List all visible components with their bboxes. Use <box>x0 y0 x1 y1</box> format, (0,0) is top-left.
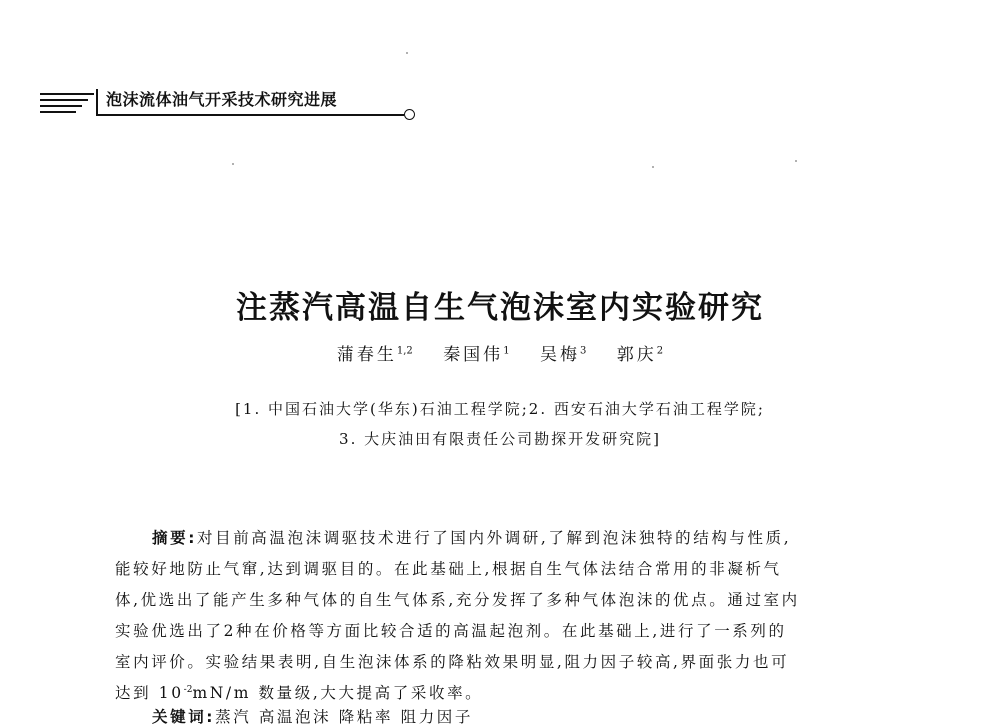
author: 吴梅$^3$ <box>539 345 587 365</box>
header-underline <box>96 114 404 116</box>
abstract-line: 实验优选出了2种在价格等方面比较合适的高温起泡剂。在此基础上,进行了一系列的 <box>115 622 787 640</box>
keywords <box>152 705 473 727</box>
scan-speck <box>795 160 797 162</box>
author: 秦国伟$^1$ <box>443 345 510 365</box>
affiliation-line: [1. 中国石油大学(华东)石油工程学院;2. 西安石油大学石油工程学院; <box>235 400 765 418</box>
author: 郭庆$^2$ <box>616 345 664 365</box>
abstract-line: 能较好地防止气窜,达到调驱目的。在此基础上,根据自生气体法结合常用的非凝析气 <box>115 560 782 578</box>
header-divider <box>96 89 98 115</box>
series-title: 泡沫流体油气开采技术研究进展 <box>106 90 338 109</box>
abstract-label: 摘要: <box>152 529 197 547</box>
affiliation-line: 3. 大庆油田有限责任公司勘探开发研究院] <box>339 430 661 448</box>
paper-title: 注蒸汽高温自生气泡沫室内实验研究 <box>236 290 764 326</box>
abstract-line: 达到 $10^{-2}mN/m$ 数量级,大大提高了采收率。 <box>115 684 484 702</box>
author: 蒲春生$^{1,2}$ <box>336 345 413 365</box>
header-circle-icon <box>404 109 415 120</box>
scan-speck <box>406 52 408 54</box>
keywords-label: 关键词: <box>152 708 216 726</box>
abstract-line: 室内评价。实验结果表明,自生泡沫体系的降粘效果明显,阻力因子较高,界面张力也可 <box>115 653 790 671</box>
abstract-line: 体,优选出了能产生多种气体的自生气体系,充分发挥了多种气体泡沫的优点。通过室内 <box>115 591 800 609</box>
keywords-text: 蒸汽 高温泡沫 降粘率 阻力因子 <box>215 708 473 726</box>
scan-speck <box>232 163 234 165</box>
scan-speck <box>652 166 654 168</box>
author-list <box>0 340 1000 365</box>
series-header <box>40 84 430 124</box>
abstract-line: 摘要:对目前高温泡沫调驱技术进行了国内外调研,了解到泡沫独特的结构与性质, <box>152 529 792 547</box>
